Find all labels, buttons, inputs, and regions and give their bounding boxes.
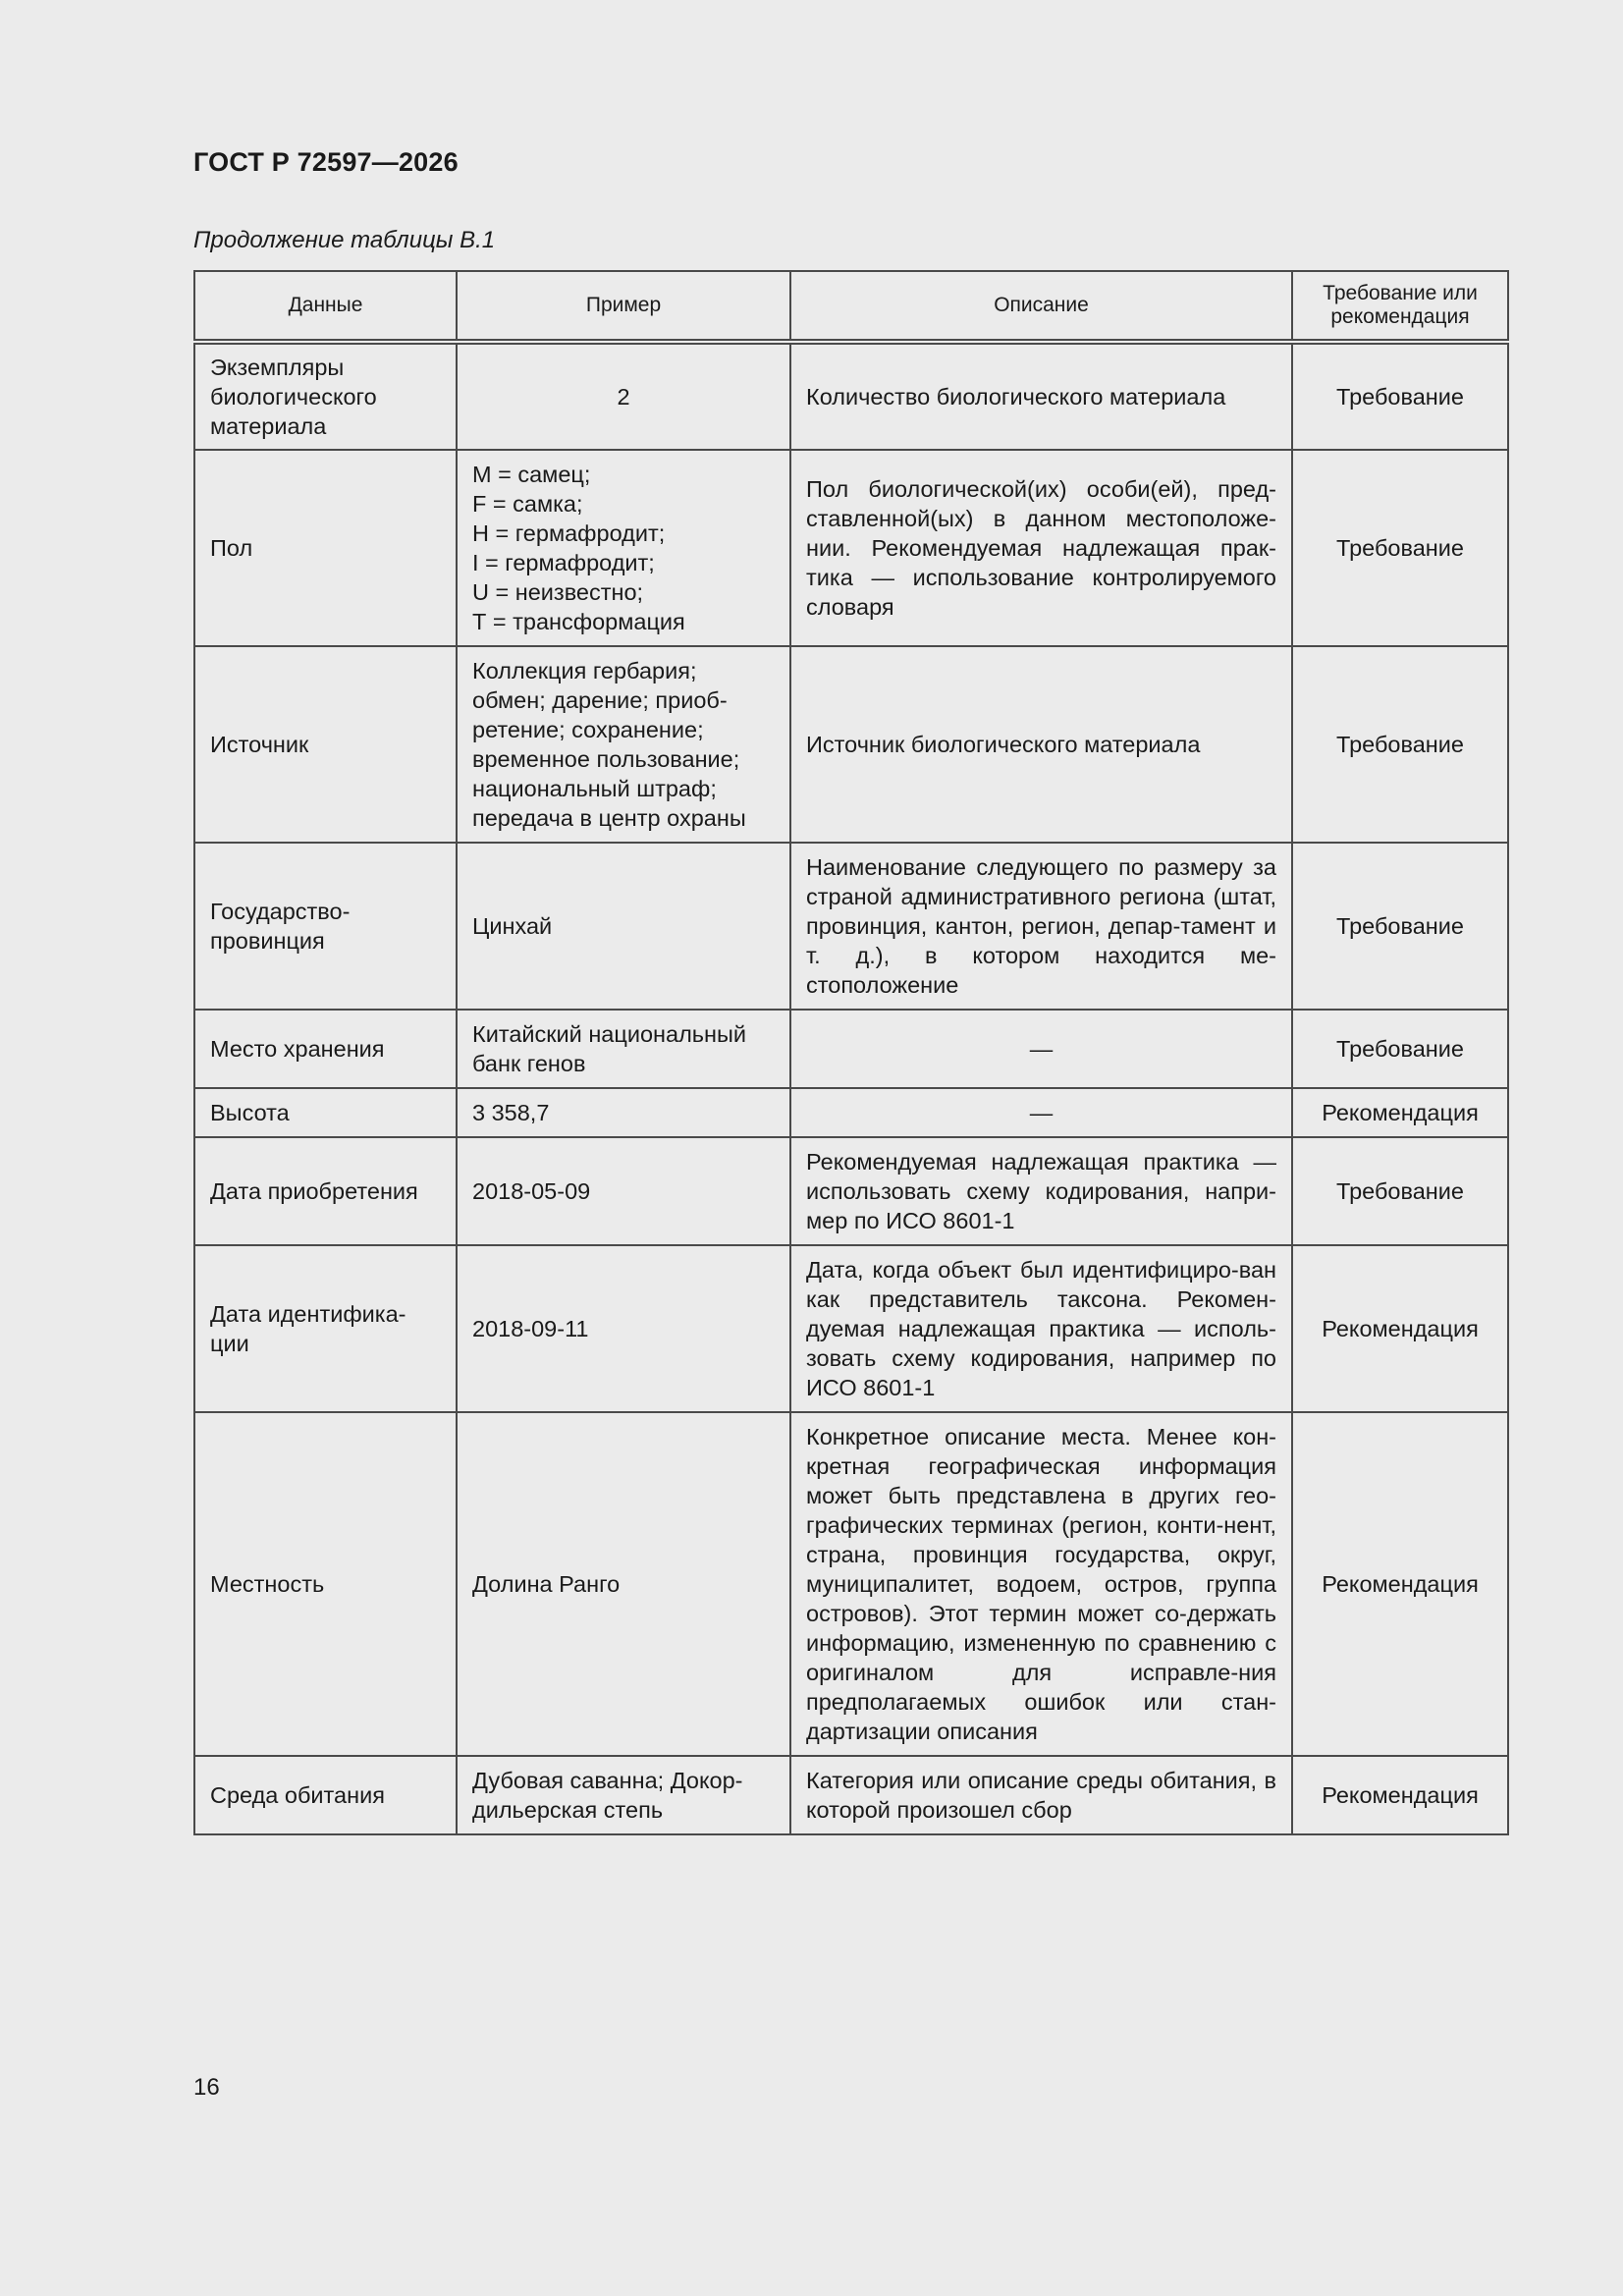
cell-data-text: Местность bbox=[210, 1571, 325, 1597]
cell-description bbox=[790, 342, 1292, 450]
cell-description bbox=[790, 1412, 1292, 1756]
column-header-requirement: Требование или рекомендация bbox=[1292, 271, 1508, 342]
cell-description-text: Количество биологического материала bbox=[806, 384, 1226, 410]
cell-description bbox=[790, 1245, 1292, 1412]
cell-example bbox=[457, 1137, 790, 1245]
cell-example bbox=[457, 1245, 790, 1412]
cell-example bbox=[457, 1412, 790, 1756]
document-title: ГОСТ Р 72597—2026 bbox=[193, 147, 459, 177]
cell-example-text: 3 358,7 bbox=[472, 1100, 550, 1125]
table-caption: Продолжение таблицы В.1 bbox=[193, 227, 496, 253]
cell-data bbox=[194, 342, 457, 450]
cell-requirement-text: Рекомендация bbox=[1322, 1782, 1479, 1808]
cell-description-text: Конкретное описание места. Менее кон-кретная географическая информация может быть представлена в других гео-графических терминах (регион, конти-нент, страна, провинция государства, округ, муниципалитет, водоем, остров, группа островов). Этот термин может со-держать информацию, измененную по сравнению с оригиналом для исправле-ния предполагаемых ошибок или стан-дартизации описания bbox=[806, 1424, 1276, 1744]
cell-data-text: Пол bbox=[210, 535, 253, 561]
cell-data-text: Дата идентифика- ции bbox=[210, 1301, 406, 1356]
table-row bbox=[194, 1088, 1508, 1137]
cell-data bbox=[194, 1088, 457, 1137]
cell-example-text: Дубовая саванна; Докор- дильерская степь bbox=[472, 1768, 743, 1823]
data-table bbox=[193, 270, 1509, 1835]
cell-requirement bbox=[1292, 843, 1508, 1010]
cell-description bbox=[790, 1756, 1292, 1834]
cell-data-text: Высота bbox=[210, 1100, 290, 1125]
cell-example bbox=[457, 450, 790, 646]
cell-data-text: Место хранения bbox=[210, 1036, 385, 1062]
cell-example-text: Китайский национальный банк генов bbox=[472, 1021, 747, 1076]
cell-data bbox=[194, 1756, 457, 1834]
cell-description-text: Наименование следующего по размеру за страной административного региона (штат, провинция, кантон, регион, депар-тамент и т. д.), в котором находится ме-стоположение bbox=[806, 854, 1276, 998]
cell-requirement bbox=[1292, 1756, 1508, 1834]
cell-example bbox=[457, 342, 790, 450]
table-row bbox=[194, 843, 1508, 1010]
cell-example bbox=[457, 1010, 790, 1088]
page-number: 16 bbox=[193, 2074, 220, 2101]
table-row bbox=[194, 1245, 1508, 1412]
table-row bbox=[194, 450, 1508, 646]
cell-requirement-text: Требование bbox=[1336, 913, 1464, 939]
cell-requirement bbox=[1292, 1412, 1508, 1756]
cell-description-text: Дата, когда объект был идентифициро-ван как представитель таксона. Рекомен-дуемая надлежащая практика — исполь-зовать схему кодирования, например по ИСО 8601-1 bbox=[806, 1257, 1276, 1400]
cell-data bbox=[194, 1412, 457, 1756]
cell-data-text: Среда обитания bbox=[210, 1782, 385, 1808]
cell-data-text: Источник bbox=[210, 732, 309, 757]
cell-description bbox=[790, 1137, 1292, 1245]
cell-example-text: Коллекция гербария; обмен; дарение; приоб- ретение; сохранение; временное пользование; национальный штраф; передача в центр охраны bbox=[472, 658, 746, 831]
column-header-description: Описание bbox=[790, 271, 1292, 342]
cell-requirement-text: Рекомендация bbox=[1322, 1571, 1479, 1597]
cell-data-text: Государство- провинция bbox=[210, 899, 351, 954]
column-header-data: Данные bbox=[194, 271, 457, 342]
cell-description bbox=[790, 843, 1292, 1010]
cell-data bbox=[194, 843, 457, 1010]
table-row bbox=[194, 1010, 1508, 1088]
cell-description-text: — bbox=[1029, 1036, 1054, 1062]
cell-example-text: 2018-09-11 bbox=[472, 1316, 589, 1341]
cell-description-text: — bbox=[1029, 1100, 1054, 1125]
cell-example-text: 2018-05-09 bbox=[472, 1178, 591, 1204]
cell-example-text: Цинхай bbox=[472, 913, 553, 939]
cell-requirement bbox=[1292, 1010, 1508, 1088]
cell-data bbox=[194, 1010, 457, 1088]
cell-requirement bbox=[1292, 450, 1508, 646]
cell-data bbox=[194, 646, 457, 843]
cell-example-text: М = самец; F = самка; Н = гермафродит; I = гермафродит; U = неизвестно; Т = трансформация bbox=[472, 462, 685, 634]
cell-example bbox=[457, 843, 790, 1010]
cell-requirement bbox=[1292, 342, 1508, 450]
table-row bbox=[194, 1412, 1508, 1756]
cell-data bbox=[194, 450, 457, 646]
cell-description bbox=[790, 1088, 1292, 1137]
cell-description-text: Рекомендуемая надлежащая практика — использовать схему кодирования, напри-мер по ИСО 8601-1 bbox=[806, 1149, 1276, 1233]
table-row bbox=[194, 646, 1508, 843]
cell-description bbox=[790, 450, 1292, 646]
column-header-example: Пример bbox=[457, 271, 790, 342]
cell-example-text: Долина Ранго bbox=[472, 1571, 621, 1597]
cell-requirement-text: Требование bbox=[1336, 732, 1464, 757]
cell-description-text: Источник биологического материала bbox=[806, 732, 1201, 757]
cell-requirement-text: Требование bbox=[1336, 535, 1464, 561]
cell-requirement-text: Требование bbox=[1336, 1036, 1464, 1062]
cell-description bbox=[790, 1010, 1292, 1088]
cell-requirement bbox=[1292, 1088, 1508, 1137]
cell-data-text: Дата приобретения bbox=[210, 1178, 418, 1204]
table-row bbox=[194, 342, 1508, 450]
cell-example bbox=[457, 646, 790, 843]
cell-requirement-text: Требование bbox=[1336, 384, 1464, 410]
cell-requirement-text: Требование bbox=[1336, 1178, 1464, 1204]
cell-description-text: Категория или описание среды обитания, в которой произошел сбор bbox=[806, 1768, 1276, 1823]
cell-example bbox=[457, 1088, 790, 1137]
table-row bbox=[194, 1137, 1508, 1245]
cell-data-text: Экземпляры биологического материала bbox=[210, 355, 377, 439]
cell-data bbox=[194, 1137, 457, 1245]
cell-description bbox=[790, 646, 1292, 843]
cell-requirement bbox=[1292, 1137, 1508, 1245]
cell-example-text: 2 bbox=[617, 384, 630, 410]
table-header-row bbox=[194, 271, 1508, 342]
cell-description-text: Пол биологической(их) особи(ей), пред-ставленной(ых) в данном местоположе-нии. Рекомендуемая надлежащая прак-тика — использование контролируемого словаря bbox=[806, 476, 1276, 620]
cell-requirement bbox=[1292, 1245, 1508, 1412]
cell-data bbox=[194, 1245, 457, 1412]
table-row bbox=[194, 1756, 1508, 1834]
cell-example bbox=[457, 1756, 790, 1834]
cell-requirement-text: Рекомендация bbox=[1322, 1100, 1479, 1125]
cell-requirement-text: Рекомендация bbox=[1322, 1316, 1479, 1341]
cell-requirement bbox=[1292, 646, 1508, 843]
